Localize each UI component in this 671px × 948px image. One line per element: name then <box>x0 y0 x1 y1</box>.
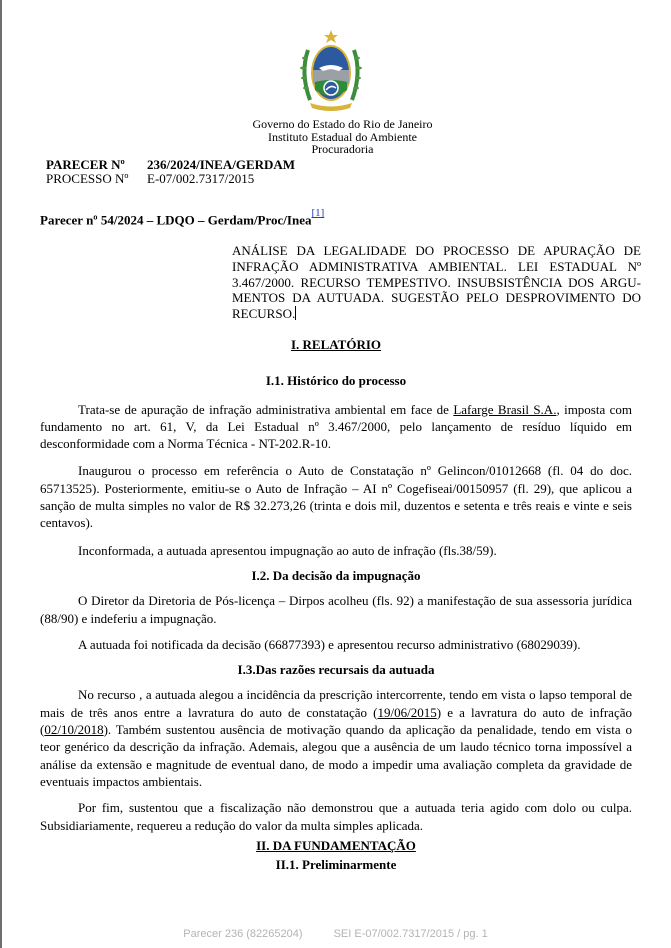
paragraph-razoes-1 <box>40 686 632 790</box>
paragraph-historico-3: Inconformada, a autuada apresentou impugnação ao auto de infração (fls.38/59). <box>78 542 497 558</box>
paragraph-text: ) e a lavratura do auto de infração ( <box>40 704 632 738</box>
paragraph-text: No recurso , a autuada alegou a incidência da prescrição intercorrente, tendo em vista o lapso temporal de mais de três anos entre a lavratura do auto de constatação ( <box>40 687 632 720</box>
parecer-value: 236/2024/INEA/GERDAM <box>147 157 296 172</box>
document-body <box>40 336 632 873</box>
paragraph-text: Trata-se de apuração de infração administrativa ambiental em face de <box>78 401 454 417</box>
subsection-heading-historico: I.1. Histórico do processo <box>265 373 407 389</box>
subsection-heading-razoes: I.3.Das razões recursais da autuada <box>237 662 435 678</box>
paragraph-text: ). Também sustentou ausência de motivação quando da aplicação da penalidade, tendo em vista o teor genérico da descrição da infração. Ademais, alegou que a ausência de um laudo técnico torna impossível a análise da extensão e magnitude de eventual dano, de modo a impedir uma avaliação completa da gravidade de eventuais impactos ambientais. <box>40 722 632 789</box>
document-identifiers <box>46 158 295 186</box>
ementa-summary[interactable] <box>232 243 641 322</box>
processo-value: E-07/002.7317/2015 <box>147 171 255 186</box>
section-heading-fundamentacao: II. DA FUNDAMENTAÇÃO <box>256 837 416 853</box>
paragraph-decisao-1: O Diretor da Diretoria de Pós-licença – Dirpos acolheu (fls. 92) a manifestação de sua assessoria jurídica (88/90) e indeferiu a impugnação. <box>40 593 632 626</box>
org-line-institute: Instituto Estadual do Ambiente <box>268 129 417 144</box>
footer-document-id: Parecer 236 (82265204) <box>183 928 303 940</box>
org-line-department: Procuradoria <box>311 142 374 156</box>
coat-of-arms-icon <box>296 28 366 114</box>
org-line-government: Governo do Estado do Rio de Janeiro <box>252 117 433 131</box>
company-name: Lafarge Brasil S.A. <box>453 401 557 417</box>
parecer-number-row <box>46 158 295 172</box>
processo-label: PROCESSO Nº <box>46 171 129 186</box>
text-cursor <box>295 306 296 320</box>
parecer-title <box>40 207 325 228</box>
parecer-label: PARECER Nº <box>46 157 125 172</box>
paragraph-text: , imposta com fundamento no art. 61, V, da Lei Estadual nº 3.467/2000, pelo lançamento de resíduo líquido em desconformidade com a Norma Técnica - NT-202.R-10. <box>40 401 633 452</box>
paragraph-razoes-2: Por fim, sustentou que a fiscalização não demonstrou que a autuada teria agido com dolo ou culpa. Subsidiariamente, requereu a redução do valor da multa simples aplicada. <box>40 800 632 833</box>
paragraph-decisao-2: A autuada foi notificada da decisão (66877393) e apresentou recurso administrativo (68029039). <box>78 636 581 652</box>
date-constatacao: 19/06/2015 <box>377 704 437 720</box>
page-footer <box>0 928 671 940</box>
subsection-heading-decisao: I.2. Da decisão da impugnação <box>251 567 421 583</box>
subsection-heading-preliminar: II.1. Preliminarmente <box>275 857 397 873</box>
section-heading-relatorio: I. RELATÓRIO <box>290 337 382 352</box>
ementa-text: ANÁLISE DA LEGALIDADE DO PROCESSO DE APURAÇÃO DE INFRAÇÃO ADMINISTRATIVA AMBIENTAL. LEI ESTADUAL Nº 3.467/2000. RECURSO TEMPESTIVO. INSUBSISTÊNCIA DOS ARGUMENTOS DA AUTUADA. SUGESTÃO PELO DESPROVIMENTO DO RECURSO. <box>232 243 641 322</box>
footnote-link[interactable]: [1] <box>311 207 325 219</box>
paragraph-historico-2: Inaugurou o processo em referência o Auto de Constatação nº Gelincon/01012668 (fl. 04 do doc. 65713525). Posteriormente, emitiu-se o Auto de Infração – AI nº Cogefiseai/00150957 (fl. 29), que aplicou a sanção de multa simples no valor de R$ 32.273,26 (trinta e dois mil, duzentos e setenta e três reais e vinte e seis centavos). <box>40 463 632 531</box>
processo-number-row <box>46 172 295 186</box>
footer-process-page: SEI E-07/002.7317/2015 / pg. 1 <box>333 928 488 940</box>
date-infracao: 02/10/2018 <box>44 722 104 738</box>
parecer-title-text: Parecer nº 54/2024 – LDQO – Gerdam/Proc/Inea <box>40 212 312 228</box>
paragraph-historico-1 <box>40 401 632 453</box>
